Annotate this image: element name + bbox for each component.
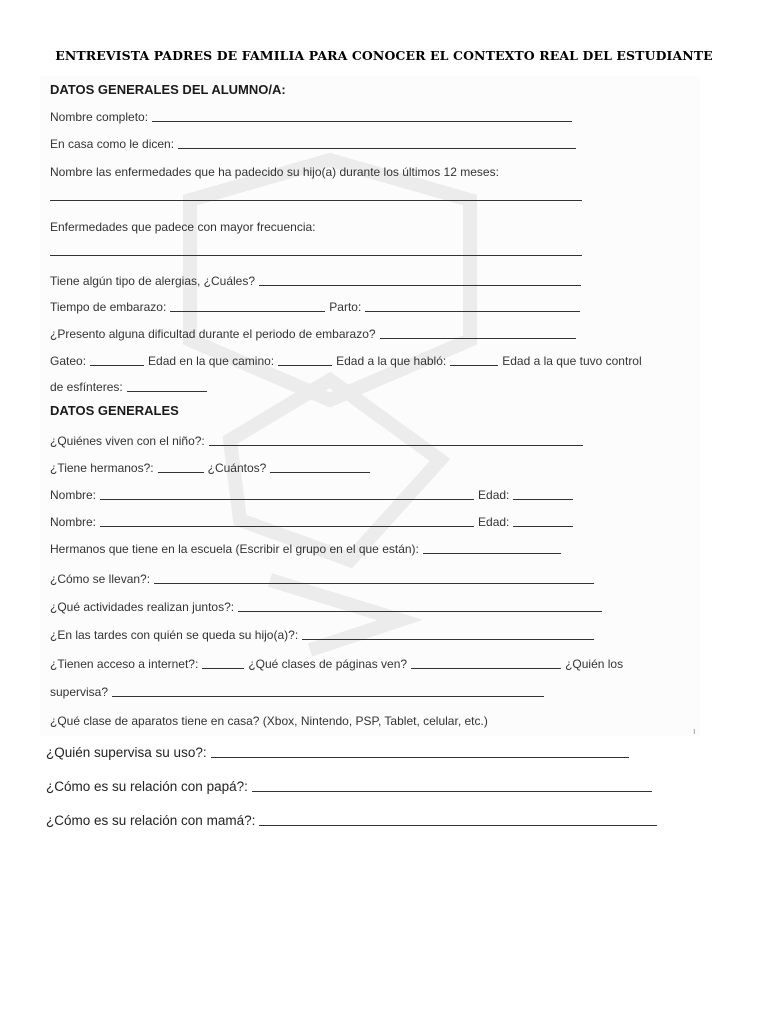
label-internet: ¿Tienen acceso a internet?: [50, 657, 199, 671]
label-quien-supervisa: ¿Quién supervisa su uso?: [46, 745, 207, 760]
label-nombre-2: Nombre: [50, 515, 97, 529]
field-como-llevan[interactable] [154, 570, 594, 584]
row-quien-supervisa [46, 740, 708, 760]
field-actividades[interactable] [238, 598, 602, 612]
row-dificultad [50, 321, 708, 341]
label-parto: Parto: [329, 300, 362, 314]
label-edad-camino: Edad en la que camino: [148, 354, 275, 368]
row-embarazo-parto [50, 294, 708, 314]
row-esfinteres [50, 374, 708, 394]
field-edad-camino[interactable] [278, 352, 332, 366]
field-paginas[interactable] [411, 655, 561, 669]
label-tiene-hermanos: ¿Tiene hermanos?: [50, 461, 154, 475]
row-relacion-mama [46, 808, 708, 828]
field-enfermedades-frecuencia[interactable] [50, 255, 582, 256]
label-edad-1: Edad: [478, 488, 510, 502]
row-desarrollo [50, 348, 708, 368]
label-como-llevan: ¿Cómo se llevan?: [50, 572, 151, 586]
row-hermano-1 [50, 482, 708, 502]
label-aparatos: ¿Qué clase de aparatos tiene en casa? (Xbox, Nintendo, PSP, Tablet, celular, etc.) [50, 714, 488, 728]
field-hermanos-escuela[interactable] [423, 540, 561, 554]
row-supervisa [50, 679, 708, 699]
field-esfinteres[interactable] [127, 378, 207, 392]
label-tardes: ¿En las tardes con quién se queda su hijo(a)?: [50, 628, 299, 642]
field-nombre-completo[interactable] [152, 108, 572, 122]
label-cuantos: ¿Cuántos? [207, 461, 267, 475]
label-nombre-completo: Nombre completo: [50, 110, 149, 124]
row-hermanos-escuela [50, 536, 708, 556]
row-en-casa [50, 131, 708, 151]
label-enfermedades-12: Nombre las enfermedades que ha padecido su hijo(a) durante los últimos 12 meses: [50, 165, 499, 179]
row-como-llevan [50, 566, 708, 586]
label-edad-control: Edad a la que tuvo control [502, 354, 642, 368]
scan-mark: ı [693, 726, 696, 736]
label-alergias: Tiene algún tipo de alergias, ¿Cuáles? [50, 274, 256, 288]
row-enfermedades-frecuencia [50, 214, 708, 234]
field-tiene-hermanos[interactable] [158, 459, 204, 473]
label-hermanos-escuela: Hermanos que tiene en la escuela (Escribir el grupo en el que están): [50, 542, 419, 556]
field-nombre-2[interactable] [100, 513, 474, 527]
row-actividades [50, 594, 708, 614]
row-quienes-viven [50, 428, 708, 448]
label-edad-2: Edad: [478, 515, 510, 529]
label-quienes-viven: ¿Quiénes viven con el niño?: [50, 434, 205, 448]
field-dificultad[interactable] [380, 325, 576, 339]
field-tiempo-embarazo[interactable] [170, 298, 325, 312]
label-relacion-mama: ¿Cómo es su relación con mamá?: [46, 813, 256, 828]
document-title: ENTREVISTA PADRES DE FAMILIA PARA CONOCER EL CONTEXTO REAL DEL ESTUDIANTE [55, 48, 713, 63]
label-actividades: ¿Qué actividades realizan juntos?: [50, 600, 235, 614]
field-edad-2[interactable] [513, 513, 573, 527]
field-supervisa[interactable] [112, 683, 544, 697]
field-gateo[interactable] [90, 352, 144, 366]
field-parto[interactable] [365, 298, 580, 312]
field-en-casa[interactable] [178, 135, 576, 149]
field-quienes-viven[interactable] [209, 432, 583, 446]
field-edad-1[interactable] [513, 486, 573, 500]
row-hermanos [50, 455, 708, 475]
row-internet [50, 651, 708, 671]
row-relacion-papa [46, 774, 708, 794]
field-internet[interactable] [202, 655, 244, 669]
field-tardes[interactable] [302, 626, 594, 640]
row-alergias [50, 268, 708, 288]
field-relacion-mama[interactable] [259, 812, 657, 826]
label-en-casa: En casa como le dicen: [50, 137, 175, 151]
field-alergias[interactable] [259, 272, 581, 286]
label-dificultad: ¿Presento alguna dificultad durante el periodo de embarazo? [50, 327, 376, 341]
label-nombre-1: Nombre: [50, 488, 97, 502]
label-tiempo-embarazo: Tiempo de embarazo: [50, 300, 167, 314]
label-edad-hablo: Edad a la que habló: [336, 354, 447, 368]
label-esfinteres: de esfínteres: [50, 380, 123, 394]
field-relacion-papa[interactable] [252, 778, 652, 792]
section-heading-alumno: DATOS GENERALES DEL ALUMNO/A: [50, 82, 286, 97]
label-paginas: ¿Qué clases de páginas ven? [248, 657, 408, 671]
row-enfermedades-12 [50, 159, 708, 179]
label-quien-los: ¿Quién los [565, 657, 624, 671]
row-nombre-completo [50, 104, 708, 124]
row-aparatos [50, 708, 708, 728]
field-edad-hablo[interactable] [450, 352, 498, 366]
field-enfermedades-12[interactable] [50, 200, 582, 201]
section-heading-generales: DATOS GENERALES [50, 403, 179, 418]
row-tardes [50, 622, 708, 642]
label-supervisa: supervisa? [50, 685, 109, 699]
label-enfermedades-frecuencia: Enfermedades que padece con mayor frecuencia: [50, 220, 316, 234]
row-hermano-2 [50, 509, 708, 529]
field-cuantos[interactable] [270, 459, 370, 473]
label-relacion-papa: ¿Cómo es su relación con papá?: [46, 779, 248, 794]
field-quien-supervisa[interactable] [211, 744, 629, 758]
label-gateo: Gateo: [50, 354, 87, 368]
field-nombre-1[interactable] [100, 486, 474, 500]
